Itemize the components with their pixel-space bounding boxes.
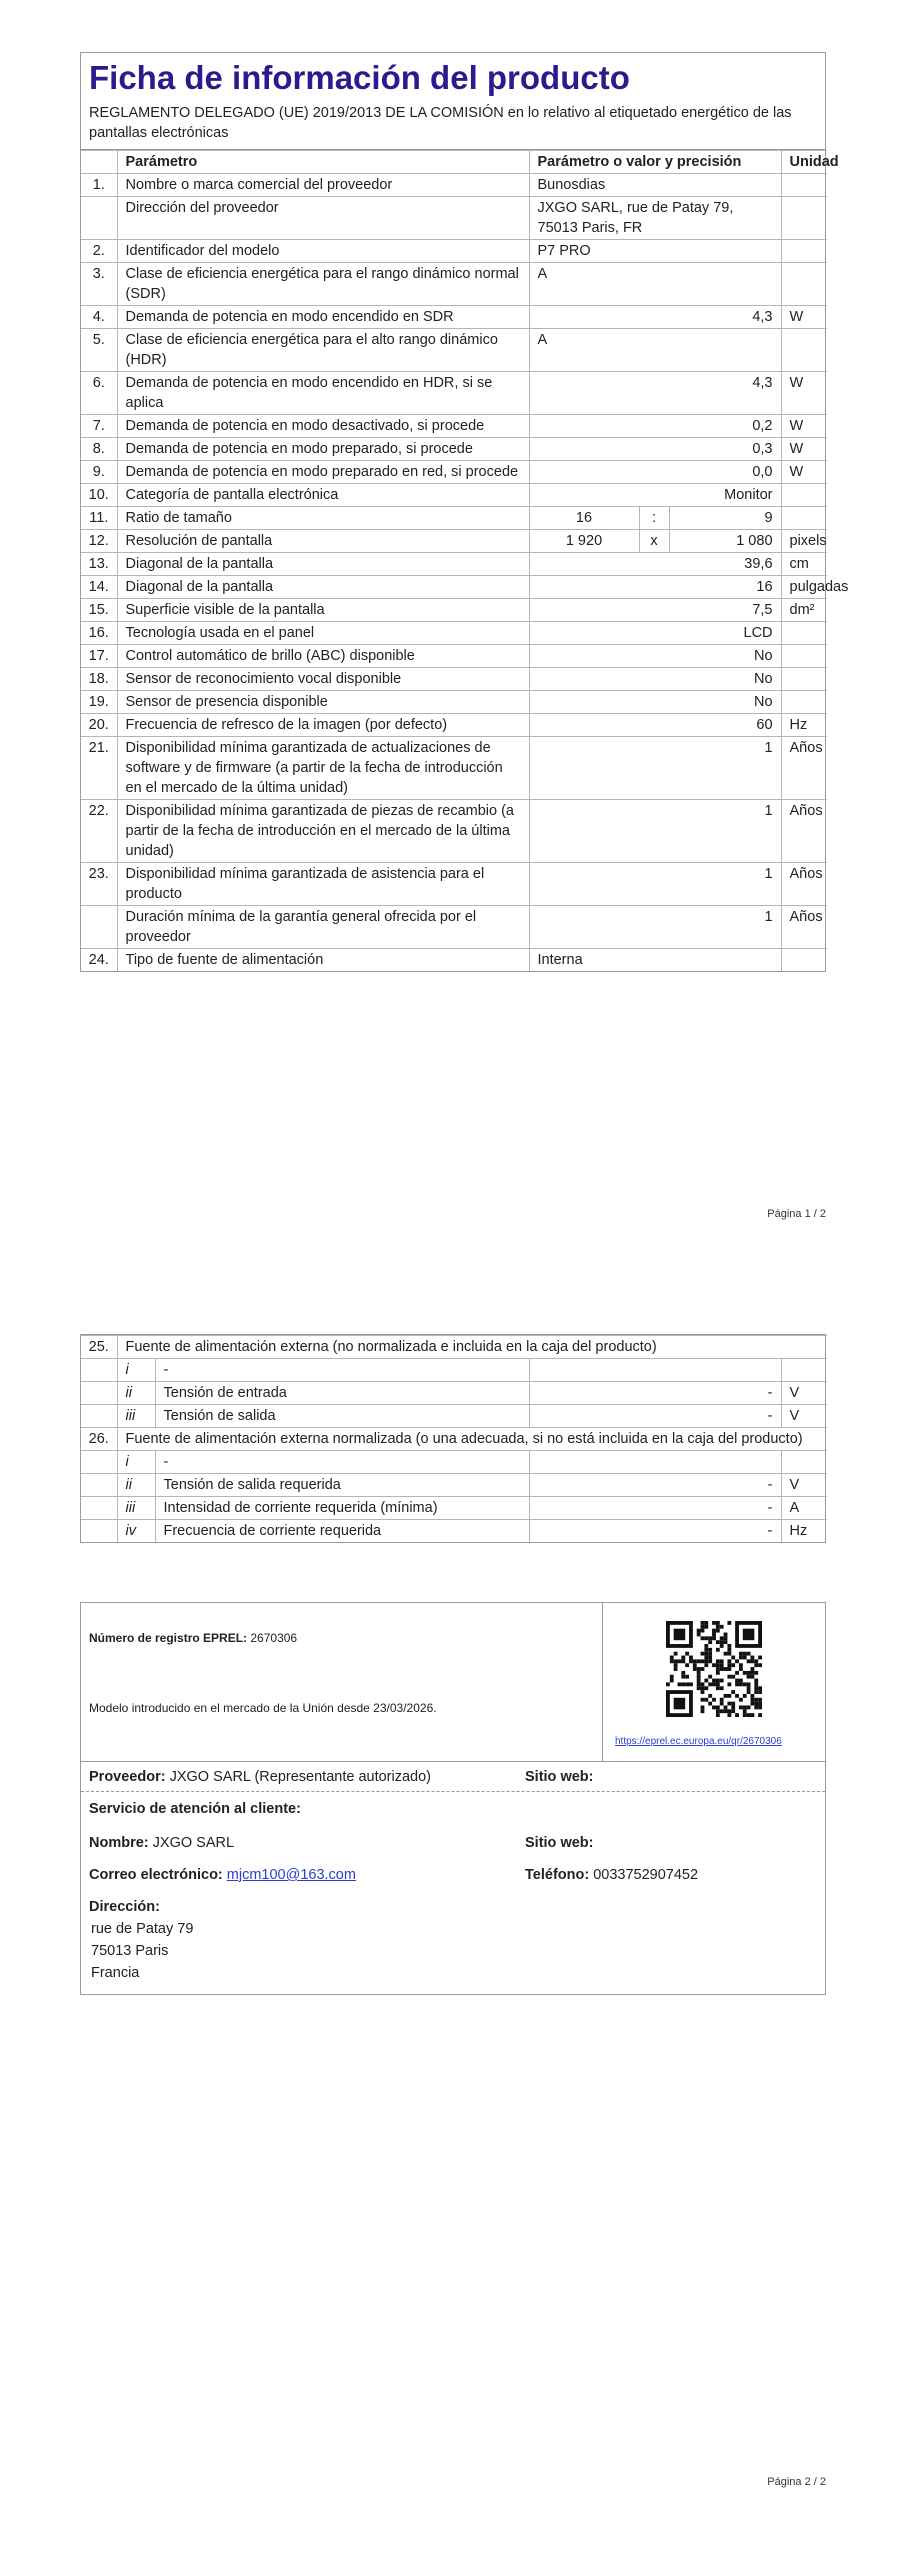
table-row	[81, 599, 827, 622]
row-value: 1	[529, 863, 781, 906]
email-label: Correo electrónico:	[89, 1867, 223, 1883]
row-parameter: Identificador del modelo	[117, 240, 529, 263]
row-parameter: Dirección del proveedor	[117, 197, 529, 240]
table-row	[81, 906, 827, 949]
sub-parameter: Tensión de salida requerida	[155, 1474, 529, 1497]
row-unit	[781, 668, 827, 691]
row-parameter: Tipo de fuente de alimentación	[117, 949, 529, 972]
row-parameter: Ratio de tamaño	[117, 507, 529, 530]
row-value: A	[529, 263, 781, 306]
row-value: Monitor	[529, 484, 781, 507]
row-unit: W	[781, 415, 827, 438]
row-number-empty	[81, 1359, 117, 1382]
row-parameter: Sensor de presencia disponible	[117, 691, 529, 714]
row-unit: W	[781, 461, 827, 484]
table-row	[81, 645, 827, 668]
qr-section	[603, 1603, 825, 1761]
address-block	[81, 1918, 825, 1994]
service-web-label: Sitio web:	[525, 1835, 594, 1851]
row-number	[81, 197, 117, 240]
table-row	[81, 576, 827, 599]
sub-value: -	[529, 1497, 781, 1520]
row-value: A	[529, 329, 781, 372]
sub-parameter: -	[155, 1359, 529, 1382]
row-unit	[781, 691, 827, 714]
sub-index: ii	[117, 1474, 155, 1497]
table-row	[81, 174, 827, 197]
row-number: 2.	[81, 240, 117, 263]
sub-parameter: Tensión de entrada	[155, 1382, 529, 1405]
sub-value: -	[529, 1474, 781, 1497]
row-unit: pixels	[781, 530, 827, 553]
sub-row	[81, 1405, 827, 1428]
header-value: Parámetro o valor y precisión	[529, 151, 781, 174]
service-heading: Servicio de atención al cliente:	[89, 1801, 301, 1817]
row-number: 15.	[81, 599, 117, 622]
row-unit	[781, 645, 827, 668]
service-name-row	[81, 1820, 825, 1854]
row-value: 0,3	[529, 438, 781, 461]
row-parameter: Disponibilidad mínima garantizada de asistencia para el producto	[117, 863, 529, 906]
row-unit	[781, 263, 827, 306]
sub-index: ii	[117, 1382, 155, 1405]
row-number-empty	[81, 1405, 117, 1428]
table-row	[81, 240, 827, 263]
row-unit: Años	[781, 800, 827, 863]
row-value: JXGO SARL, rue de Patay 79, 75013 Paris, FR	[529, 197, 781, 240]
row-number: 18.	[81, 668, 117, 691]
sub-unit	[781, 1451, 827, 1474]
row-value: 7,5	[529, 599, 781, 622]
row-unit	[781, 484, 827, 507]
sub-value: -	[529, 1405, 781, 1428]
supplier-row	[81, 1762, 825, 1792]
sub-parameter: Tensión de salida	[155, 1405, 529, 1428]
eprel-reg-number: 2670306	[250, 1631, 298, 1645]
header-num	[81, 151, 117, 174]
power-supply-table-wrapper	[80, 1334, 826, 1543]
row-parameter: Demanda de potencia en modo encendido en HDR, si se aplica	[117, 372, 529, 415]
row-value: No	[529, 645, 781, 668]
table-row	[81, 1428, 827, 1451]
row-unit: pulgadas	[781, 576, 827, 599]
header-param: Parámetro	[117, 151, 529, 174]
table-header-row	[81, 151, 827, 174]
row-separator: :	[639, 507, 669, 530]
row-parameter: Resolución de pantalla	[117, 530, 529, 553]
table-row	[81, 863, 827, 906]
sub-parameter: Frecuencia de corriente requerida	[155, 1520, 529, 1543]
sub-row	[81, 1359, 827, 1382]
row-unit: Años	[781, 906, 827, 949]
table-row	[81, 714, 827, 737]
row-number: 1.	[81, 174, 117, 197]
row-unit: Hz	[781, 714, 827, 737]
sub-index: iii	[117, 1405, 155, 1428]
row-parameter: Sensor de reconocimiento vocal disponible	[117, 668, 529, 691]
table-row	[81, 530, 827, 553]
row-value: Bunosdias	[529, 174, 781, 197]
row-number: 23.	[81, 863, 117, 906]
row-separator: x	[639, 530, 669, 553]
row-number: 12.	[81, 530, 117, 553]
row-number-empty	[81, 1474, 117, 1497]
row-value: 39,6	[529, 553, 781, 576]
sub-row	[81, 1520, 827, 1543]
row-unit: cm	[781, 553, 827, 576]
sub-unit	[781, 1359, 827, 1382]
table-row	[81, 800, 827, 863]
sub-value	[529, 1359, 781, 1382]
sub-index: i	[117, 1451, 155, 1474]
regulation-text: REGLAMENTO DELEGADO (UE) 2019/2013 DE LA COMISIÓN en lo relativo al etiquetado energético de las pantallas electrónicas	[81, 101, 825, 150]
row-number: 8.	[81, 438, 117, 461]
header-unit: Unidad	[781, 151, 827, 174]
row-unit: W	[781, 372, 827, 415]
row-value: 1	[529, 800, 781, 863]
email-link[interactable]: mjcm100@163.com	[226, 1867, 356, 1883]
sub-value	[529, 1451, 781, 1474]
row-value: Interna	[529, 949, 781, 972]
sub-row	[81, 1497, 827, 1520]
sub-parameter: -	[155, 1451, 529, 1474]
phone-label: Teléfono:	[525, 1867, 590, 1883]
row-unit	[781, 329, 827, 372]
table-row	[81, 622, 827, 645]
table-row	[81, 484, 827, 507]
address-line-2: 75013 Paris	[91, 1943, 169, 1959]
table-row	[81, 461, 827, 484]
row-number: 4.	[81, 306, 117, 329]
row-unit	[781, 174, 827, 197]
table-row	[81, 415, 827, 438]
table-row	[81, 553, 827, 576]
eprel-reg-label: Número de registro EPREL:	[89, 1631, 248, 1645]
eprel-info	[81, 1603, 603, 1761]
row-number-empty	[81, 1497, 117, 1520]
row-parameter: Demanda de potencia en modo preparado en red, si procede	[117, 461, 529, 484]
row-title: Fuente de alimentación externa normalizada (o una adecuada, si no está incluida en la caja del producto)	[117, 1428, 827, 1451]
table-row	[81, 306, 827, 329]
row-parameter: Tecnología usada en el panel	[117, 622, 529, 645]
product-info-table	[81, 150, 849, 971]
row-unit	[781, 622, 827, 645]
table-row	[81, 438, 827, 461]
sub-row	[81, 1382, 827, 1405]
row-parameter: Frecuencia de refresco de la imagen (por defecto)	[117, 714, 529, 737]
page-number: Página 1 / 2	[767, 1208, 826, 1220]
table-row	[81, 507, 827, 530]
row-unit	[781, 507, 827, 530]
row-number: 19.	[81, 691, 117, 714]
power-supply-table	[81, 1335, 827, 1542]
row-unit: W	[781, 438, 827, 461]
row-value: 4,3	[529, 306, 781, 329]
row-number: 5.	[81, 329, 117, 372]
row-number: 25.	[81, 1336, 117, 1359]
table-row	[81, 372, 827, 415]
row-number: 7.	[81, 415, 117, 438]
sub-parameter: Intensidad de corriente requerida (mínima)	[155, 1497, 529, 1520]
supplier-web-label: Sitio web:	[525, 1769, 594, 1785]
row-parameter: Demanda de potencia en modo encendido en SDR	[117, 306, 529, 329]
row-number: 21.	[81, 737, 117, 800]
row-parameter: Demanda de potencia en modo desactivado, si procede	[117, 415, 529, 438]
row-value: 16	[529, 576, 781, 599]
row-parameter: Clase de eficiencia energética para el alto rango dinámico (HDR)	[117, 329, 529, 372]
row-parameter: Control automático de brillo (ABC) disponible	[117, 645, 529, 668]
row-number: 16.	[81, 622, 117, 645]
row-value: P7 PRO	[529, 240, 781, 263]
row-parameter: Disponibilidad mínima garantizada de piezas de recambio (a partir de la fecha de introducción en el mercado de la última unidad)	[117, 800, 529, 863]
row-value: 0,0	[529, 461, 781, 484]
sub-row	[81, 1474, 827, 1497]
sub-unit: Hz	[781, 1520, 827, 1543]
table-row	[81, 949, 827, 972]
row-value: 4,3	[529, 372, 781, 415]
eprel-qr-link[interactable]: https://eprel.ec.europa.eu/qr/2670306	[615, 1736, 782, 1747]
row-value: No	[529, 668, 781, 691]
service-heading-row	[81, 1792, 825, 1820]
row-value: 0,2	[529, 415, 781, 438]
row-number: 9.	[81, 461, 117, 484]
sub-value: -	[529, 1382, 781, 1405]
product-info-sheet	[80, 52, 849, 972]
address-label: Dirección:	[89, 1899, 160, 1915]
table-row	[81, 197, 827, 240]
table-row	[81, 737, 827, 800]
row-value: 1	[529, 906, 781, 949]
sub-index: iv	[117, 1520, 155, 1543]
row-value: No	[529, 691, 781, 714]
row-unit	[781, 240, 827, 263]
sub-index: iii	[117, 1497, 155, 1520]
row-number: 3.	[81, 263, 117, 306]
row-number: 6.	[81, 372, 117, 415]
row-number	[81, 906, 117, 949]
address-line-1: rue de Patay 79	[91, 1921, 194, 1937]
row-number-empty	[81, 1382, 117, 1405]
sub-unit: V	[781, 1405, 827, 1428]
sub-unit: A	[781, 1497, 827, 1520]
row-value: 60	[529, 714, 781, 737]
table-row	[81, 263, 827, 306]
row-number: 14.	[81, 576, 117, 599]
sub-index: i	[117, 1359, 155, 1382]
phone-value: 0033752907452	[593, 1867, 699, 1883]
sub-value: -	[529, 1520, 781, 1543]
table-row	[81, 329, 827, 372]
table-row	[81, 668, 827, 691]
row-unit	[781, 949, 827, 972]
service-name-label: Nombre:	[89, 1835, 149, 1851]
sub-unit: V	[781, 1382, 827, 1405]
row-parameter: Diagonal de la pantalla	[117, 553, 529, 576]
row-unit: W	[781, 306, 827, 329]
address-label-row	[81, 1886, 825, 1918]
row-value-2: 1 080	[669, 530, 781, 553]
row-parameter: Duración mínima de la garantía general ofrecida por el proveedor	[117, 906, 529, 949]
row-value: 1 920	[529, 530, 639, 553]
row-value-2: 9	[669, 507, 781, 530]
service-contact-row	[81, 1854, 825, 1886]
row-number: 20.	[81, 714, 117, 737]
row-parameter: Categoría de pantalla electrónica	[117, 484, 529, 507]
row-parameter: Nombre o marca comercial del proveedor	[117, 174, 529, 197]
row-number: 26.	[81, 1428, 117, 1451]
sub-row	[81, 1451, 827, 1474]
row-number: 13.	[81, 553, 117, 576]
row-parameter: Clase de eficiencia energética para el rango dinámico normal (SDR)	[117, 263, 529, 306]
row-unit	[781, 197, 827, 240]
supplier-label: Proveedor:	[89, 1769, 166, 1785]
row-value: 1	[529, 737, 781, 800]
eprel-contact-box	[80, 1602, 826, 1995]
row-value: 16	[529, 507, 639, 530]
row-number-empty	[81, 1520, 117, 1543]
row-parameter: Disponibilidad mínima garantizada de actualizaciones de software y de firmware (a partir de la fecha de introducción en el mercado de la última unidad)	[117, 737, 529, 800]
row-number: 24.	[81, 949, 117, 972]
row-parameter: Superficie visible de la pantalla	[117, 599, 529, 622]
table-row	[81, 1336, 827, 1359]
page-title: Ficha de información del producto	[89, 59, 630, 96]
page-number-2: Página 2 / 2	[767, 2476, 826, 2488]
table-row	[81, 691, 827, 714]
row-parameter: Diagonal de la pantalla	[117, 576, 529, 599]
row-number: 17.	[81, 645, 117, 668]
row-parameter: Demanda de potencia en modo preparado, si procede	[117, 438, 529, 461]
row-number: 22.	[81, 800, 117, 863]
row-number: 11.	[81, 507, 117, 530]
row-number: 10.	[81, 484, 117, 507]
market-date-text: Modelo introducido en el mercado de la Unión desde 23/03/2026.	[89, 1701, 437, 1715]
sub-unit: V	[781, 1474, 827, 1497]
service-name: JXGO SARL	[152, 1835, 235, 1851]
supplier-value: JXGO SARL (Representante autorizado)	[169, 1769, 431, 1785]
address-line-3: Francia	[91, 1965, 140, 1981]
row-unit: Años	[781, 737, 827, 800]
row-value: LCD	[529, 622, 781, 645]
eprel-section	[81, 1603, 825, 1762]
row-number-empty	[81, 1451, 117, 1474]
row-unit: dm²	[781, 599, 827, 622]
row-unit: Años	[781, 863, 827, 906]
row-title: Fuente de alimentación externa (no normalizada e incluida en la caja del producto)	[117, 1336, 827, 1359]
qr-code-icon[interactable]	[666, 1621, 762, 1717]
